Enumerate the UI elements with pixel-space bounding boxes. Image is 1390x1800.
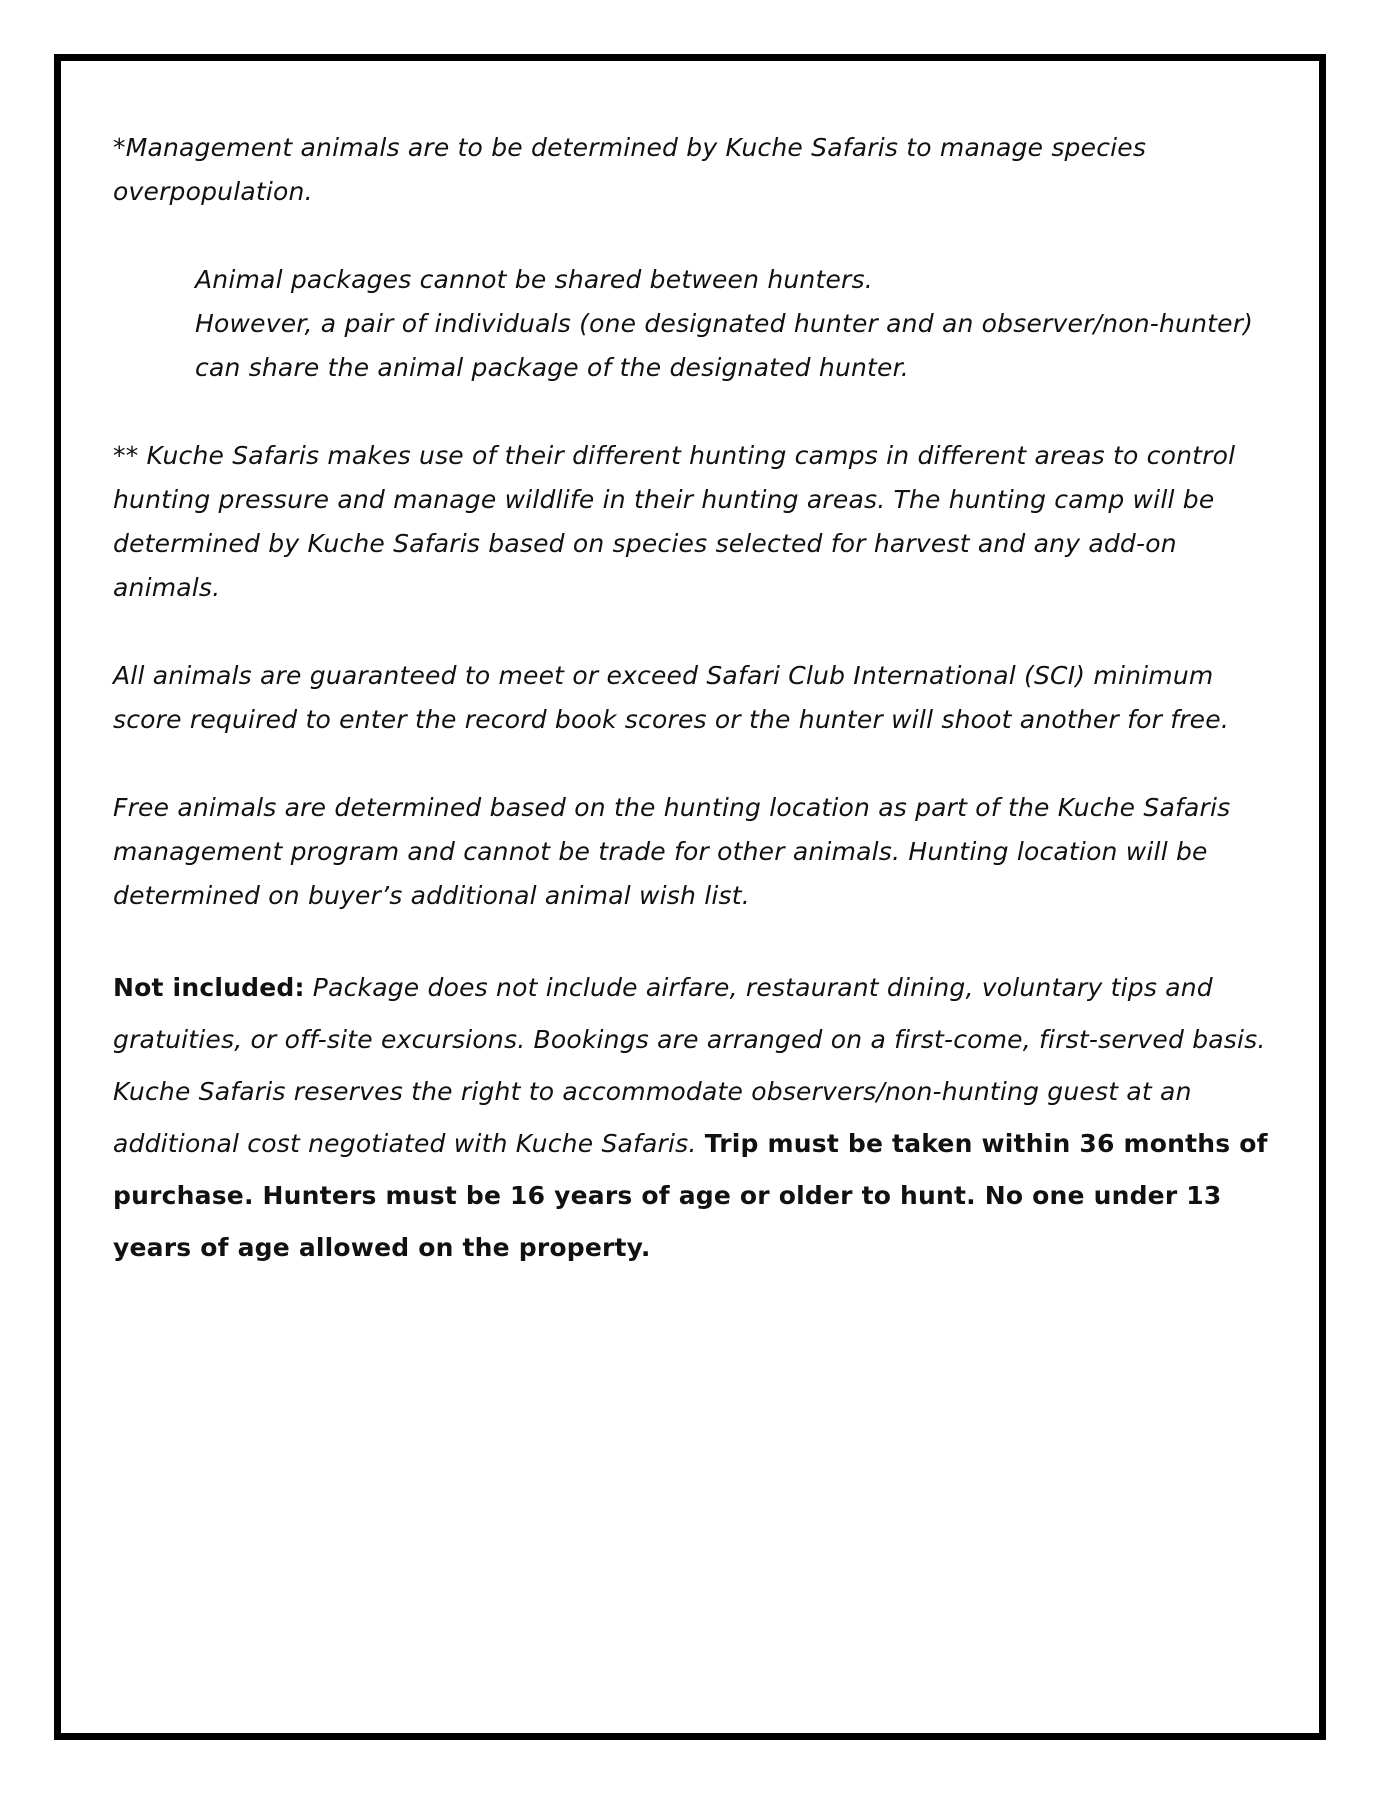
document-body bbox=[113, 126, 1288, 1318]
sci-guarantee-note: All animals are guaranteed to meet or exceed Safari Club International (SCI) minimum score required to enter the record book scores or the hunter will shoot another for free. bbox=[113, 661, 1229, 734]
not-included-text: Package does not include airfare, restaurant dining, voluntary tips and gratuities, or off-site excursions. Bookings are arranged on a first-come, first-served basis. Kuche Safaris reserves the right to accommodate observers/non-hunting guest at an additional cost negotiated with Kuche Safaris. bbox=[113, 973, 1266, 1158]
sharing-line-1: Animal packages cannot be shared between hunters. bbox=[195, 265, 873, 294]
package-sharing-note bbox=[195, 258, 1288, 390]
management-note: *Management animals are to be determined by Kuche Safaris to manage species overpopulation. bbox=[113, 133, 1147, 206]
sharing-line-3: can share the animal package of the designated hunter. bbox=[195, 353, 909, 382]
sharing-line-2: However, a pair of individuals (one designated hunter and an observer/non-hunter) bbox=[195, 309, 1254, 338]
trip-requirements: Trip must be taken within 36 months of purchase. Hunters must be 16 years of age or older to hunt. No one under 13 years of age allowed on the property. bbox=[113, 1129, 1268, 1262]
hunting-camps-note: ** Kuche Safaris makes use of their different hunting camps in different areas to control hunting pressure and manage wildlife in their hunting areas. The hunting camp will be determined by Kuche Safaris based on species selected for harvest and any add-on animals. bbox=[113, 441, 1236, 602]
free-animals-note: Free animals are determined based on the hunting location as part of the Kuche Safaris management program and cannot be trade for other animals. Hunting location will be determined on buyer’s additional animal wish list. bbox=[113, 793, 1231, 910]
not-included-label: Not included: bbox=[113, 973, 305, 1002]
not-included-section bbox=[113, 962, 1288, 1274]
